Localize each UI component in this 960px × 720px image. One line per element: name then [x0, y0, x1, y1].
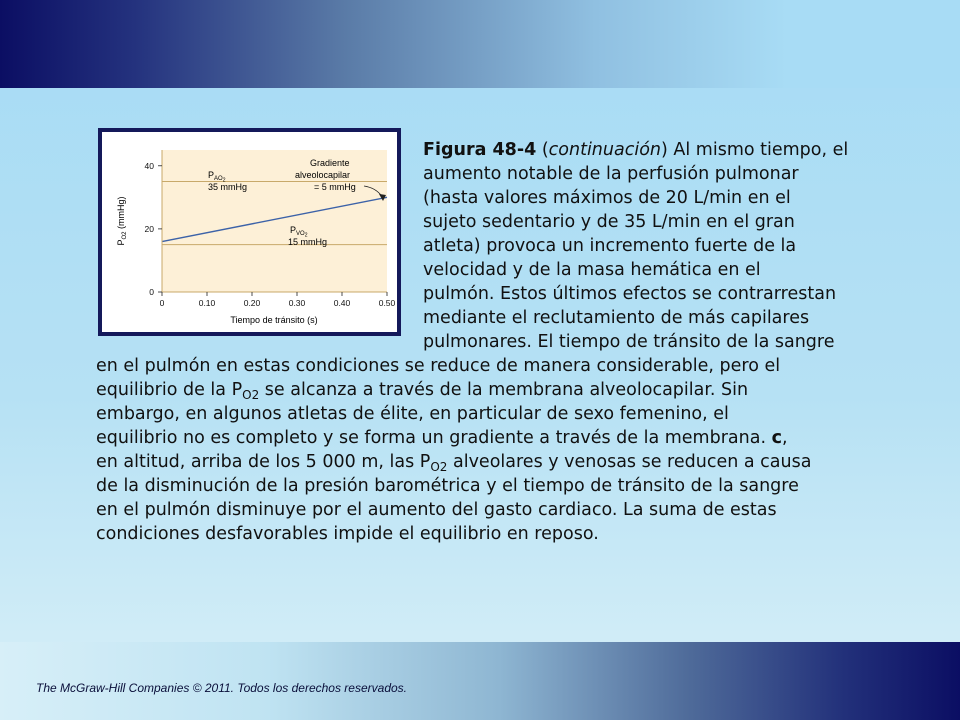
copyright-footer: The McGraw-Hill Companies © 2011. Todos los derechos reservados. [36, 681, 408, 695]
x-tick-label: 0.50 [378, 298, 396, 308]
figure-label: Figura 48-4 [423, 140, 537, 160]
caption-line-13: equilibrio no es completo y se forma un gradiente a través de la membrana. c, [96, 428, 788, 448]
caption-line-6: velocidad y de la masa hemática en el [423, 260, 761, 280]
caption-line-2: aumento notable de la perfusión pulmonar [423, 164, 799, 184]
x-tick-label: 0.20 [243, 298, 261, 308]
top-decorative-band [0, 0, 960, 88]
caption-line-4: sujeto sedentario y de 35 L/min en el gran [423, 212, 795, 232]
caption-line-17: condiciones desfavorables impide el equilibrio en reposo. [96, 524, 599, 544]
annotation-pvo2-value: 15 mmHg [288, 237, 328, 247]
caption-line-16: en el pulmón disminuye por el aumento del gasto cardiaco. La suma de estas [96, 500, 777, 520]
continuation-label: continuación [548, 140, 661, 160]
annotation-gradient-subtitle: alveolocapilar [295, 170, 351, 180]
caption-line-1: Figura 48-4 (continuación) Al mismo tiempo, el [423, 140, 849, 160]
caption-line-7: pulmón. Estos últimos efectos se contrarrestan [423, 284, 837, 304]
caption-line-5: atleta) provoca un incremento fuerte de la [423, 236, 797, 256]
annotation-pao2: $P_{AO}2$ [208, 170, 226, 184]
x-tick-label: 0.30 [288, 298, 306, 308]
caption-line-14: en altitud, arriba de los 5 000 m, las $P_{O2}$ alveolares y venosas se reducen a causa [96, 452, 812, 474]
caption-line-15: de la disminución de la presión barométrica y el tiempo de tránsito de la sangre [96, 476, 799, 496]
x-tick-label: 0 [159, 298, 165, 308]
figure-chart [98, 128, 401, 336]
annotation-gradient-value: = 5 mmHg [314, 182, 356, 192]
y-tick-label: 20 [144, 223, 154, 234]
y-axis-label: $P_{O2}$ (mmHg) [116, 196, 128, 246]
y-tick-label: 40 [144, 160, 154, 171]
caption-line-8: mediante el reclutamiento de más capilares [423, 308, 810, 328]
annotation-gradient-title: Gradiente [310, 158, 350, 168]
chart-svg [102, 132, 397, 332]
caption-text-1: Al mismo tiempo, el [673, 140, 849, 160]
caption-line-12: embargo, en algunos atletas de élite, en particular de sexo femenino, el [96, 404, 729, 424]
x-tick-label: 0.10 [198, 298, 216, 308]
subscript-o2: O2 [430, 460, 448, 474]
caption-line-3: (hasta valores máximos de 20 L/min en el [423, 188, 791, 208]
caption-line-9: pulmonares. El tiempo de tránsito de la sangre [423, 332, 835, 352]
y-tick-label: 0 [149, 287, 154, 297]
caption-line-10: en el pulmón en estas condiciones se reduce de manera considerable, pero el [96, 356, 781, 376]
annotation-pao2-value: 35 mmHg [208, 182, 248, 192]
panel-label-c: c [771, 428, 782, 448]
x-tick-label: 0.40 [333, 298, 351, 308]
plot-background [162, 150, 387, 292]
caption-line-11: equilibrio de la $P_{O2}$ se alcanza a través de la membrana alveolocapilar. Sin [96, 380, 749, 402]
subscript-o2: O2 [242, 388, 260, 402]
x-axis-label: Tiempo de tránsito (s) [230, 315, 318, 325]
annotation-pvo2: $P_{VO}2$ [290, 225, 308, 239]
